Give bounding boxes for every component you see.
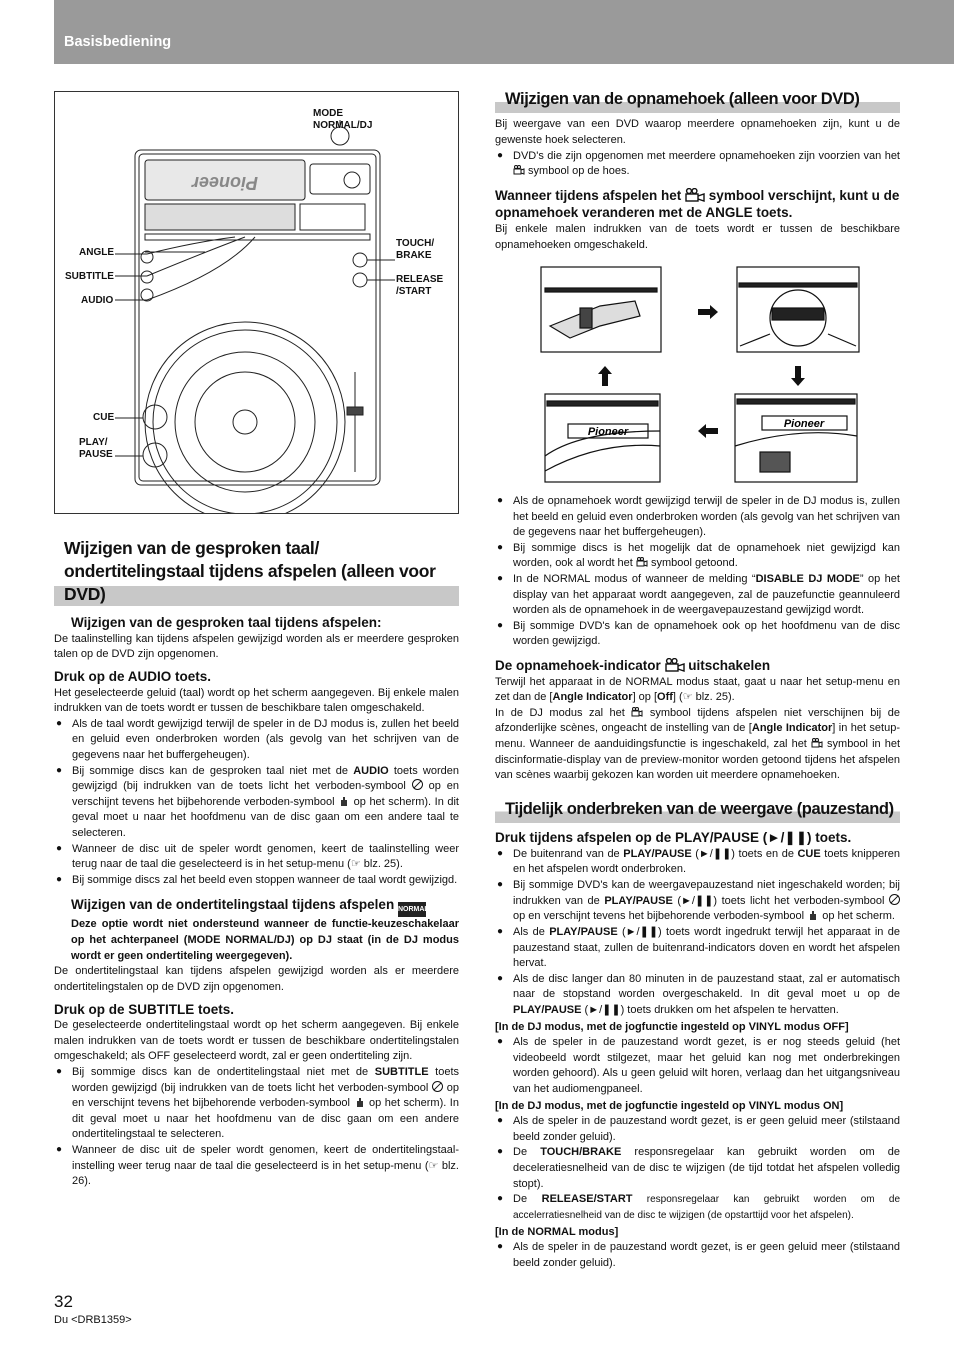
list-item: ● Als de taal wordt gewijzigd terwijl de speler in de DJ modus is, zullen het beeld en geluid even onderbroken worden (als gevolg van het schrijven van de gegevens naar het buffergeheugen).	[54, 717, 459, 764]
list-item: ● Bij sommige DVD's kan de opnamehoek ook op het hoofdmenu van de disc worden gewijzigd.	[495, 619, 900, 650]
list-item: ● Bij sommige discs is het mogelijk dat de opnamehoek niet gewijzigd kan worden, ook al wordt het symbool getoond.	[495, 541, 900, 572]
section-title-language: Wijzigen van de gesproken taal/ ondertitelingstaal tijdens afspelen (alleen voor DVD)	[54, 535, 459, 606]
heading-audio-language: Wijzigen van de gesproken taal tijdens afspelen:	[71, 615, 382, 631]
right-column	[495, 88, 900, 253]
mode-subheading: [In de DJ modus, met de jogfunctie ingesteld op VINYL modus ON]	[495, 1099, 844, 1112]
paragraph: Bij enkele malen indrukken van de toets wordt er tussen de beschikbare opnamehoeken omgeschakeld.	[495, 222, 900, 251]
list-item: ● Bij sommige discs kan de gesproken taal niet met de AUDIO toets worden gewijzigd (bij indrukken van de toets licht het verboden-symbool op en verschijnt tevens het bijbehorende verboden-symbool op het scherm). In dit geval moet u naar het hoofdmenu van de disc gaan om een andere taal te selecteren.	[54, 764, 459, 842]
bullet-list	[495, 1240, 900, 1271]
bullet-list	[495, 149, 900, 180]
list-item: ● De RELEASE/START responsregelaar kan gebruikt worden om de accelerratiesnelheid van de disc te wijzigen (de opstarttijd voor het afspelen).	[495, 1192, 900, 1223]
section-title-angle: Wijzigen van de opnamehoek (alleen voor DVD)	[495, 88, 900, 113]
list-item: ● Als de speler in de pauzestand wordt gezet, is er geen geluid meer (stilstaand beeld zonder geluid).	[495, 1240, 900, 1271]
angle-change-figure	[540, 266, 860, 484]
document-code: Du <DRB1359>	[54, 1314, 132, 1326]
device-figure	[54, 91, 459, 514]
bullet-list	[54, 717, 459, 889]
list-item: ● Bij sommige discs kan de ondertitelingstaal niet met de SUBTITLE toets worden gewijzigd (bij indrukken van de toets licht het verboden-symbool op en verschijnt tevens het bijbehorende verboden-symbool op het scherm). In dit geval moet u naar het hoofdmenu van de disc gaan om een andere ondertitelingstaal te selecteren.	[54, 1065, 459, 1143]
prohibited-icon	[889, 894, 900, 905]
prohibited-icon	[412, 779, 423, 790]
list-item: ● De TOUCH/BRAKE responsregelaar kan gebruikt worden om de deceleratiesnelheid van de disc te wijzigen (de tijd totdat het afspelen volledig stopt).	[495, 1145, 900, 1192]
paragraph: Terwijl het apparaat in de NORMAL modus staat, gaat u naar het setup-menu en zet dan de [Angle Indicator] op [Off] (☞ blz. 25).	[495, 675, 900, 704]
angle-icon	[665, 658, 685, 672]
note: Deze optie wordt niet ondersteund wanneer de functie-keuzeschakelaar op het achterpaneel (MODE NORMAL/DJ) op DJ staat (in de DJ modus wordt er geen ondertiteling weergegeven).	[71, 918, 459, 962]
hand-prohibited-icon	[354, 1096, 366, 1108]
label-mode: MODE NORMAL/DJ	[313, 108, 373, 131]
left-column	[54, 535, 459, 1190]
list-item: ● Als de speler in de pauzestand wordt gezet, is er nog steeds geluid (het videobeeld wordt stilgezet, maar het geluid kan nog met onderbrekingen worden gehoord). Als u geen geluid wilt horen, verlaag dan het uitgangsniveau van het audiomengpaneel.	[495, 1035, 900, 1097]
paragraph: De ondertitelingstaal kan tijdens afspelen gewijzigd worden als er meerdere ondertitelingstalen op de DVD zijn opgenomen.	[54, 965, 459, 993]
list-item: ● De buitenrand van de PLAY/PAUSE (►/❚❚) toets en de CUE toets knipperen en het afspelen wordt onderbroken.	[495, 847, 900, 878]
section-title-pause: Tijdelijk onderbreken van de weergave (pauzestand)	[495, 798, 900, 823]
subheading-audio: Druk op de AUDIO toets.	[54, 669, 212, 685]
angle-icon	[513, 165, 525, 175]
angle-icon	[811, 738, 823, 748]
bullet-list	[495, 847, 900, 1019]
arrow-right-icon	[698, 305, 718, 319]
heading-angle-indicator: De opnamehoek-indicator uitschakelen	[495, 658, 771, 674]
arrow-up-icon	[598, 366, 612, 386]
angle-icon	[636, 557, 648, 567]
arrow-down-icon	[791, 366, 805, 386]
heading-subtitle-language: Wijzigen van de ondertitelingstaal tijdens afspelen NORMAL	[54, 896, 459, 917]
hand-prohibited-icon	[807, 909, 819, 921]
label-angle: ANGLE	[79, 247, 114, 258]
subheading-subtitle: Druk op de SUBTITLE toets.	[54, 1001, 235, 1017]
section-title: Basisbediening	[64, 34, 172, 50]
svg-text:Pioneer: Pioneer	[191, 173, 259, 193]
label-release-start: RELEASE /START	[396, 274, 444, 297]
label-audio: AUDIO	[81, 295, 114, 306]
angle-icon	[631, 707, 643, 717]
mode-subheading: [In de NORMAL modus]	[495, 1225, 619, 1238]
label-cue: CUE	[93, 412, 115, 423]
list-item: ● In de NORMAL modus of wanneer de melding “DISABLE DJ MODE” op het display van het apparaat wordt aangegeven, zal de pauzefunctie geannuleerd worden als de opnamehoek in de weergavepauzestand gewijzigd wordt.	[495, 572, 900, 619]
prohibited-icon	[432, 1081, 443, 1092]
bullet-list	[495, 1114, 900, 1223]
paragraph: Het geselecteerde geluid (taal) wordt op het scherm aangegeven. Bij enkele malen indrukken van de toets wordt er tussen de beschikbare talen omgeschakeld.	[54, 686, 459, 715]
section-header-bar	[54, 0, 954, 64]
list-item: ● DVD's die zijn opgenomen met meerdere opnamehoeken zijn voorzien van het symbool op de hoes.	[495, 149, 900, 180]
page-number: 32	[54, 1292, 73, 1311]
brand-logo: Pioneer	[783, 418, 825, 430]
list-item: ● Als de PLAY/PAUSE (►/❚❚) toets wordt ingedrukt terwijl het apparaat in de pauzestand staat, zullen de buitenrand-indicators doven en wordt het afspelen hervat.	[495, 925, 900, 972]
paragraph: De taalinstelling kan tijdens afspelen gewijzigd worden als er meerdere gesproken talen op de DVD zijn opgenomen.	[54, 632, 459, 661]
brand-logo: Pioneer	[587, 426, 629, 438]
right-column-lower	[495, 494, 900, 1271]
list-item: ● Wanneer de disc uit de speler wordt genomen, keert de ondertitelingstaal-instelling weer terug naar de taal die geselecteerd is in het setup-menu (☞ blz. 26).	[54, 1143, 459, 1190]
mode-subheading: [In de DJ modus, met de jogfunctie ingesteld op VINYL modus OFF]	[495, 1020, 849, 1033]
paragraph: Bij weergave van een DVD waarop meerdere opnamehoeken zijn, kunt u de gewenste hoek selecteren.	[495, 118, 900, 147]
bullet-list	[495, 1035, 900, 1097]
dvd-player-illustration	[55, 92, 458, 513]
label-play-pause: PLAY/ PAUSE	[79, 437, 113, 460]
list-item: ● Bij sommige DVD's kan de weergavepauzestand niet ingeschakeld worden; bij indrukken van de PLAY/PAUSE (►/❚❚) toets licht het verboden-symbool op en verschijnt tevens het bijbehorende verboden-symbool op het scherm.	[495, 878, 900, 925]
bullet-list	[495, 494, 900, 650]
list-item: ● Bij sommige discs zal het beeld even stoppen wanneer de taal wordt gewijzigd.	[54, 873, 459, 889]
list-item: ● Als de disc langer dan 80 minuten in de pauzestand staat, zal er automatisch naar de stopstand worden overgeschakeld. In dit geval moet u op de PLAY/PAUSE (►/❚❚) toets drukken om het afspelen te hervatten.	[495, 972, 900, 1019]
paragraph: De geselecteerde ondertitelingstaal wordt op het scherm aangegeven. Bij enkele malen indrukken van de toets wordt er tussen de beschikbare ondertitelingstalen omgeschakeld; als OFF geselecteerd wordt, zal er geen ondertiteling zijn.	[54, 1019, 459, 1063]
label-subtitle: SUBTITLE	[65, 271, 114, 282]
arrow-left-icon	[698, 424, 718, 438]
normal-mode-badge: NORMAL	[398, 902, 426, 917]
list-item: ● Wanneer de disc uit de speler wordt genomen, keert de taalinstelling weer terug naar de taal die geselecteerd is in het setup-menu (☞ blz. 25).	[54, 842, 459, 873]
heading-angle-button: Wanneer tijdens afspelen het symbool verschijnt, kunt u de opnamehoek veranderen met de ANGLE toets.	[495, 187, 900, 221]
list-item: ● Als de speler in de pauzestand wordt gezet, is er geen geluid meer (stilstaand beeld zonder geluid).	[495, 1114, 900, 1145]
list-item: ● Als de opnamehoek wordt gewijzigd terwijl de speler in de DJ modus is, zullen het beeld en geluid even onderbroken worden (als gevolg van het schrijven van de gegevens naar het buffergeheugen).	[495, 494, 900, 541]
label-touch-brake: TOUCH/ BRAKE	[396, 238, 435, 261]
paragraph: In de DJ modus zal het symbool tijdens afspelen niet verschijnen bij de afzonderlijke scènes, ongeacht de instelling van de [Angle Indicator] in het setup-menu. Wanneer de aanduidingsfunctie is ingeschakeld, zal het symbool in het discinformatie-display van de preview-monitor worden getoond tijdens het afspelen van scènes waarbij gekozen kan worden uit meerdere opnamehoeken.	[495, 706, 901, 782]
heading-pause: Druk tijdens afspelen op de PLAY/PAUSE (►/❚❚) toets.	[495, 830, 852, 846]
hand-prohibited-icon	[338, 795, 350, 807]
bullet-list	[54, 1065, 459, 1190]
angle-icon	[685, 188, 705, 202]
